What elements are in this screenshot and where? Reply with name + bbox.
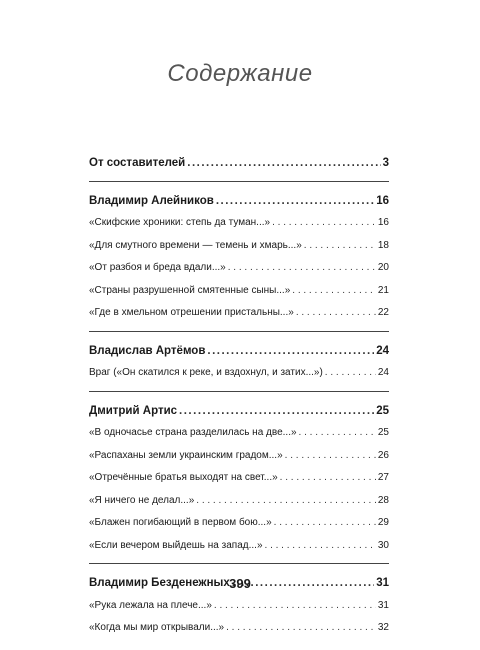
leader-dots (304, 235, 376, 258)
toc-entry-page: 21 (377, 284, 389, 296)
leader-dots (207, 340, 374, 363)
toc-author-entry (89, 190, 389, 213)
leader-dots (296, 302, 376, 325)
leader-dots (214, 595, 376, 618)
toc-entry-page: 31 (377, 599, 389, 611)
page-title: Содержание (167, 60, 313, 87)
toc-entry-label: Враг («Он скатился к реке, и вздохнул, и затих...») (89, 367, 323, 378)
toc-entry-label: «Рука лежала на плече...» (89, 599, 212, 611)
toc-entry-label: «Распаханы земли украинским градом...» (89, 449, 283, 461)
toc-entry-label: «Отречённые братья выходят на свет...» (89, 472, 278, 483)
leader-dots (280, 467, 376, 490)
leader-dots (325, 362, 376, 385)
leader-dots (187, 152, 380, 175)
toc-entry-label: От составителей (89, 157, 186, 169)
toc-entry-label: Владимир Безденежных (89, 577, 230, 589)
leader-dots (299, 422, 376, 445)
toc-entry-label: «Я ничего не делал...» (89, 494, 195, 506)
toc-entry-label: «Когда мы мир открывали...» (89, 622, 225, 633)
leader-dots (285, 445, 376, 468)
section-divider (89, 391, 389, 392)
toc-entry-page: 29 (377, 517, 389, 528)
toc-entry-page: 30 (377, 539, 389, 551)
toc-entry-label: «Страны разрушенной смятенные сыны...» (89, 284, 291, 296)
toc-entry-page: 25 (376, 404, 389, 417)
toc-poem-entry (89, 595, 389, 618)
toc-entry-page: 22 (377, 307, 389, 318)
toc-poem-entry (89, 302, 389, 325)
toc-poem-entry (89, 535, 389, 558)
toc-entry-page: 25 (377, 427, 389, 438)
toc-entry-page: 31 (376, 577, 389, 589)
table-of-contents (89, 152, 389, 640)
toc-entry-label: «Для смутного времени — темень и хмарь...» (89, 239, 302, 251)
toc-entry-label: «Скифские хроники: степь да туман...» (89, 217, 271, 228)
toc-entry-page: 27 (377, 472, 389, 483)
toc-entry-label: «От разбоя и бреда вдали...» (89, 262, 226, 273)
toc-poem-entry (89, 235, 389, 258)
toc-author-entry (89, 152, 389, 175)
toc-entry-label: «Блажен погибающий в первом бою...» (89, 517, 272, 528)
leader-dots (226, 617, 376, 640)
toc-poem-entry (89, 422, 389, 445)
toc-poem-entry (89, 467, 389, 490)
leader-dots (274, 512, 376, 535)
leader-dots (196, 490, 376, 513)
leader-dots (265, 535, 376, 558)
toc-poem-entry (89, 257, 389, 280)
toc-entry-page: 18 (377, 239, 389, 251)
toc-entry-page: 32 (377, 622, 389, 633)
toc-entry-label: «В одночасье страна разделилась на две...» (89, 427, 297, 438)
toc-entry-label: Владислав Артёмов (89, 344, 206, 357)
section-divider (89, 331, 389, 332)
toc-poem-entry (89, 512, 389, 535)
toc-entry-page: 24 (376, 344, 389, 357)
toc-entry-page: 28 (377, 494, 389, 506)
toc-entry-label: «Где в хмельном отрешении пристальны...» (89, 307, 294, 318)
section-divider (89, 181, 389, 182)
toc-author-entry (89, 400, 389, 423)
toc-entry-page: 3 (382, 157, 389, 169)
section-divider (89, 563, 389, 564)
toc-poem-entry (89, 362, 389, 385)
toc-entry-page: 20 (377, 262, 389, 273)
leader-dots (292, 280, 376, 303)
toc-entry-page: 16 (377, 217, 389, 228)
toc-poem-entry (89, 212, 389, 235)
leader-dots (179, 400, 374, 423)
toc-poem-entry (89, 617, 389, 640)
toc-entry-page: 26 (377, 449, 389, 461)
toc-entry-label: «Если вечером выйдешь на запад...» (89, 539, 263, 551)
toc-author-entry (89, 340, 389, 363)
leader-dots (216, 190, 374, 213)
toc-entry-page: 24 (377, 367, 389, 378)
page-number: 399 (229, 576, 251, 591)
leader-dots (272, 212, 376, 235)
toc-poem-entry (89, 445, 389, 468)
toc-entry-label: Дмитрий Артис (89, 404, 178, 417)
toc-entry-label: Владимир Алейников (89, 194, 214, 207)
toc-entry-page: 16 (376, 194, 389, 207)
toc-poem-entry (89, 490, 389, 513)
leader-dots (228, 257, 376, 280)
toc-poem-entry (89, 280, 389, 303)
